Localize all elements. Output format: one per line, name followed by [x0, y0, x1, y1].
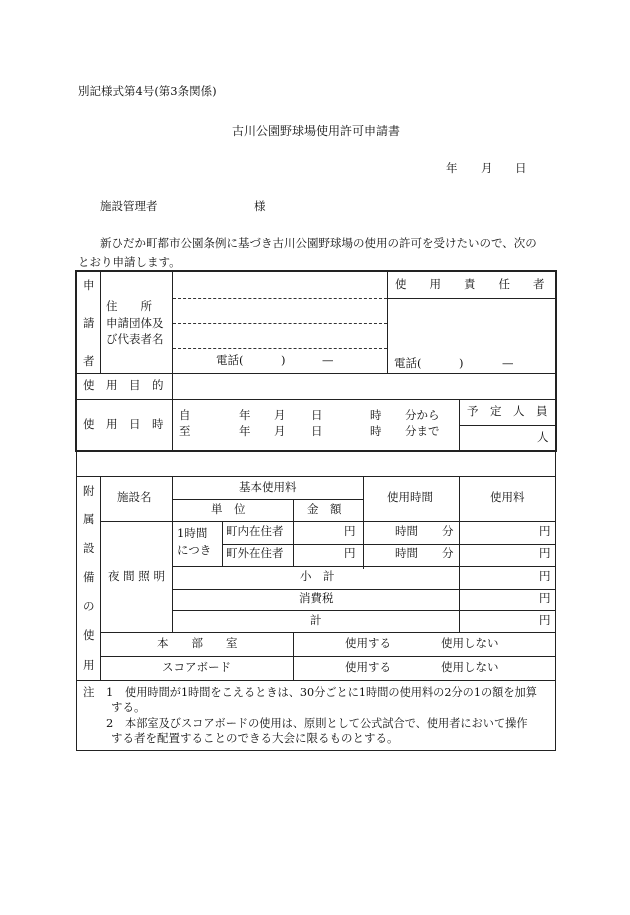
- facilities-side-4: 備: [83, 570, 95, 584]
- form-number: 別記様式第4号(第3条関係): [78, 84, 217, 98]
- facilities-side-2: 属: [83, 512, 95, 526]
- nonresident-fee-yen: 円: [539, 546, 551, 560]
- resident-amount-yen: 円: [344, 524, 356, 538]
- night-light-label: 夜 間 照 明: [108, 569, 165, 583]
- note-1-number: 1: [106, 685, 114, 699]
- datetime-to-month: 月: [274, 424, 286, 438]
- datetime-from-prefix: 自: [179, 408, 191, 422]
- datetime-to-prefix: 至: [179, 424, 191, 438]
- org-label-2: び代表者名: [106, 332, 164, 346]
- phone-dash: —: [322, 353, 334, 367]
- address-label: 住 所: [106, 299, 152, 313]
- datetime-from-year: 年: [239, 408, 251, 422]
- datetime-from-month: 月: [274, 408, 286, 422]
- per-hour-label-1: 1時間: [177, 526, 208, 540]
- datetime-from-hour: 時: [370, 408, 382, 422]
- facilities-side-3: 設: [83, 541, 95, 555]
- total-label: 計: [310, 613, 322, 627]
- datetime-to-hour: 時: [370, 424, 382, 438]
- scoreboard-not-use-option[interactable]: 使用しない: [441, 660, 499, 674]
- phone-label: 電話(: [216, 353, 244, 367]
- expected-people-label: 予 定 人 員: [467, 404, 548, 418]
- note-1-line-2: する。: [111, 700, 146, 714]
- note-2-line-1: 本部室及びスコアボードの使用は、原則として公式試合で、使用者において操作: [125, 717, 528, 730]
- applicant-side-1: 申: [83, 278, 95, 292]
- phone-close: ): [281, 353, 286, 367]
- page-title: 古川公園野球場使用許可申請書: [232, 124, 401, 138]
- note-1-line-1: 使用時間が1時間をこえるときは、30分ごとに1時間の使用料の2分の1の額を加算: [125, 686, 537, 699]
- scoreboard-label: スコアボード: [162, 660, 231, 674]
- col-amount: 金 額: [307, 502, 342, 516]
- facilities-side-7: 用: [83, 658, 95, 672]
- nonresident-hours: 時間: [395, 546, 418, 560]
- date-year-label: 年: [446, 161, 458, 175]
- note-2-number: 2: [106, 716, 114, 730]
- notes-label: 注: [83, 685, 95, 699]
- total-yen: 円: [539, 613, 551, 627]
- nonresident-minutes: 分: [442, 546, 454, 560]
- date-month-label: 月: [481, 161, 493, 175]
- tax-yen: 円: [539, 591, 551, 605]
- resident-minutes: 分: [442, 524, 454, 538]
- col-usage-time: 使用時間: [387, 490, 433, 504]
- phone2-close: ): [459, 356, 464, 370]
- purpose-label: 使 用 目 的: [83, 378, 164, 392]
- col-facility-name: 施設名: [117, 490, 152, 504]
- subtotal-label: 小 計: [300, 569, 335, 583]
- resident-label: 町内在住者: [226, 524, 284, 538]
- datetime-to-suffix: 分まで: [405, 424, 440, 438]
- person-unit: 人: [537, 430, 549, 444]
- responsible-header: 使 用 責 任 者: [395, 277, 545, 291]
- resident-fee-yen: 円: [539, 524, 551, 538]
- phone2-dash: —: [502, 356, 514, 370]
- col-basic-fee: 基本使用料: [239, 480, 297, 494]
- addressee-label: 施設管理者: [100, 199, 158, 213]
- datetime-to-day: 日: [311, 424, 323, 438]
- intro-line-2: とおり申請します。: [78, 255, 181, 269]
- note-2-line-2: する者を配置することのできる大会に限るものとする。: [111, 731, 399, 745]
- hq-room-not-use-option[interactable]: 使用しない: [441, 636, 499, 650]
- resident-hours: 時間: [395, 524, 418, 538]
- datetime-to-year: 年: [239, 424, 251, 438]
- phone2-label: 電話(: [394, 356, 422, 370]
- org-label-1: 申請団体及: [106, 316, 164, 330]
- intro-line-1: 新ひだか町都市公園条例に基づき古川公園野球場の使用の許可を受けたいので、次の: [100, 236, 537, 250]
- facilities-side-5: の: [83, 599, 95, 613]
- facilities-side-1: 附: [83, 484, 95, 498]
- date-day-label: 日: [515, 161, 527, 175]
- hq-room-label: 本 部 室: [157, 636, 238, 650]
- nonresident-label: 町外在住者: [226, 546, 284, 560]
- datetime-label: 使 用 日 時: [83, 417, 164, 431]
- applicant-side-2: 請: [83, 316, 95, 330]
- tax-label: 消費税: [299, 591, 334, 605]
- subtotal-yen: 円: [539, 569, 551, 583]
- applicant-side-3: 者: [83, 354, 95, 368]
- scoreboard-use-option[interactable]: 使用する: [345, 660, 391, 674]
- hq-room-use-option[interactable]: 使用する: [345, 636, 391, 650]
- nonresident-amount-yen: 円: [344, 546, 356, 560]
- datetime-from-day: 日: [311, 408, 323, 422]
- facilities-side-6: 使: [83, 628, 95, 642]
- datetime-from-suffix: 分から: [405, 408, 440, 422]
- col-unit: 単 位: [211, 502, 246, 516]
- addressee-honorific: 様: [254, 199, 266, 213]
- col-usage-fee: 使用料: [490, 490, 525, 504]
- per-hour-label-2: につき: [177, 543, 212, 557]
